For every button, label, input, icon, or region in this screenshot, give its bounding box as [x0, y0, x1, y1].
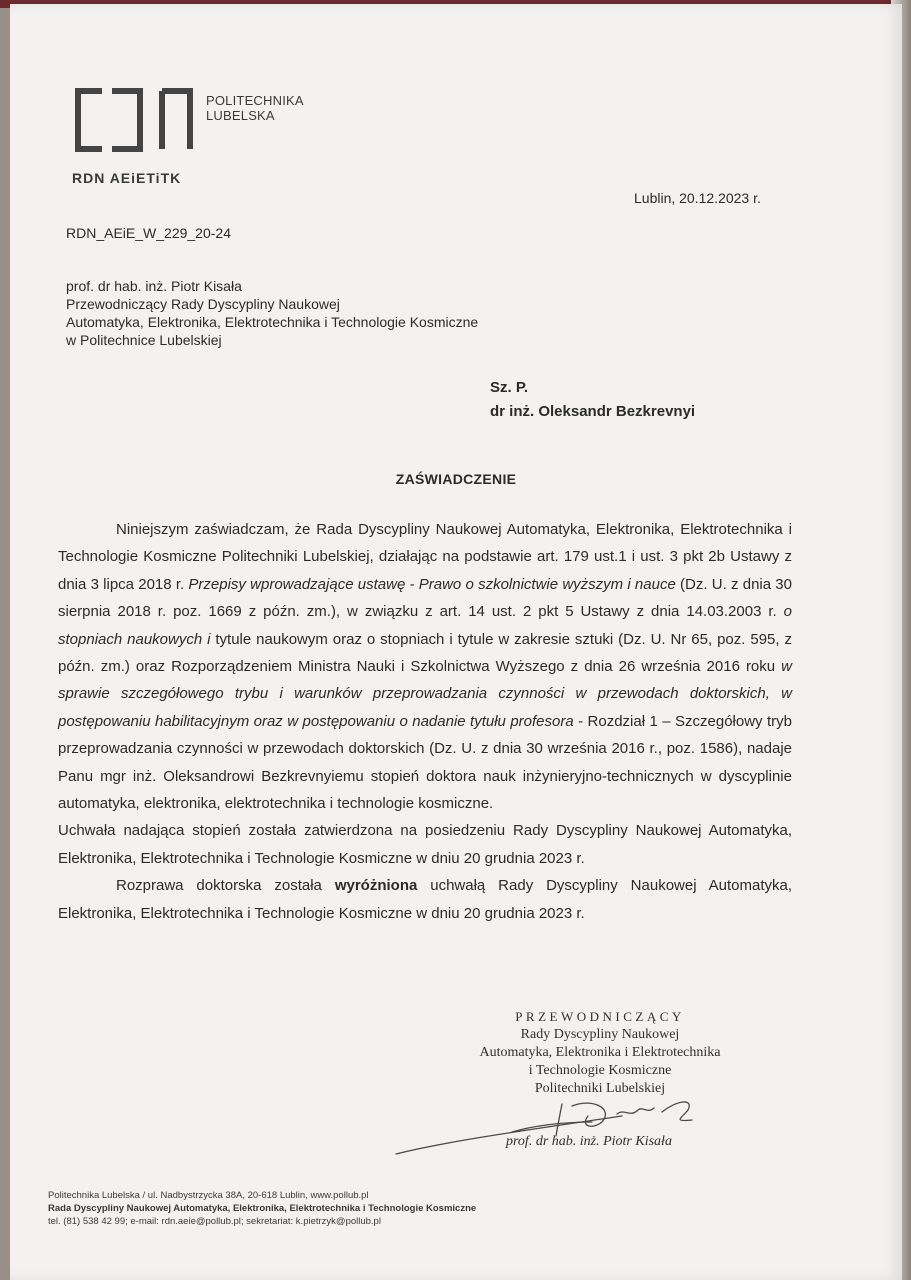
- footer-address: Politechnika Lubelska / ul. Nadbystrzycka 38A, 20-618 Lublin, www.pollub.pl: [48, 1190, 369, 1201]
- university-name-line2: LUBELSKA: [206, 108, 275, 123]
- handwritten-signature: [392, 1092, 702, 1162]
- document-title: ZAŚWIADCZENIE: [395, 471, 517, 487]
- university-logo-icon: [72, 87, 200, 167]
- distinction-word: wyróżniona: [334, 877, 418, 895]
- text-span: (Dz. U. z dnia 30 sierpnia 2018 r. poz. 1669 z późn. zm.), w związku z art. 14 ust. 2 pkt 5 Ustawy z dnia 14.03.2003 r.: [58, 575, 792, 621]
- italic-act-title: Przepisy wprowadzające ustawę - Prawo o szkolnictwie wyższym i nauce: [188, 575, 676, 593]
- stamp-title: PRZEWODNICZĄCY: [515, 1009, 685, 1024]
- text-span: Niniejszym zaświadczam, że Rada Dyscypliny Naukowej Automatyka, Elektronika, Elektrotechnika i Technologie Kosmiczne Politechniki Lubelskiej, działając na podstawie art. 179 ust.1 i ust. 3 pkt 2b Ustawy z dnia 3 lipca 2018 r.: [58, 521, 792, 593]
- footer-contact: tel. (81) 538 42 99; e-mail: rdn.aeie@pollub.pl; sekretariat: k.pietrzyk@pollub.pl: [48, 1216, 381, 1227]
- stamp-line: i Technologie Kosmiczne: [528, 1063, 672, 1078]
- text-span: - Rozdział 1 – Szczegółowy tryb przeprowadzania czynności w przewodach doktorskich (Dz. U. z dnia 30 września 2016 r., poz. 1586), nadaje Panu mgr inż. Oleksandrowi Bezkrevnyiemu stopień doktora nauk inżynieryjno-technicznych w dyscyplinie automatyka, elektronika, elektrotechnika i technologie kosmiczne.: [58, 712, 792, 813]
- body-paragraph-1: [58, 516, 792, 817]
- sender-role: Przewodniczący Rady Dyscypliny Naukowej: [66, 296, 340, 312]
- recipient-block: [490, 376, 695, 424]
- council-abbreviation: RDN AEiETiTK: [72, 170, 182, 186]
- sender-name: prof. dr hab. inż. Piotr Kisała: [66, 278, 242, 294]
- reference-number: RDN_AEiE_W_229_20-24: [66, 225, 231, 241]
- text-span: tytule naukowym oraz o stopniach i tytule w zakresie sztuki (Dz. U. Nr 65, poz. 595, z późn. zm.) oraz Rozporządzeniem Ministra Nauki i Szkolnictwa Wyższego z dnia 26 września 2016 roku: [58, 630, 792, 676]
- university-name-line1: POLITECHNIKA: [206, 93, 304, 108]
- stamp-line: Rady Dyscypliny Naukowej: [520, 1027, 680, 1042]
- sender-council: Automatyka, Elektronika, Elektrotechnika i Technologie Kosmiczne: [66, 314, 479, 330]
- letter-date: Lublin, 20.12.2023 r.: [634, 190, 761, 206]
- body-paragraph-3: [58, 872, 792, 927]
- stamp-line: Politechniki Lubelskiej: [534, 1081, 666, 1096]
- sender-block: [66, 277, 478, 349]
- text-span: uchwałą Rady Dyscypliny Naukowej Automatyka, Elektronika, Elektrotechnika i Technologie Kosmiczne w dniu 20 grudnia 2023 r.: [58, 877, 793, 922]
- italic-regulation-title: w sprawie szczegółowego trybu i warunków przeprowadzania czynności w przewodach doktorskich, w postępowaniu habilitacyjnym oraz w postępowaniu o nadanie tytułu profesora: [58, 658, 792, 730]
- letter-page: [10, 4, 902, 1280]
- chairman-stamp: [450, 1008, 750, 1098]
- sender-institution: w Politechnice Lubelskiej: [66, 332, 222, 348]
- recipient-name: dr inż. Oleksandr Bezkrevnyi: [490, 403, 696, 420]
- italic-act-title: o stopniach naukowych i: [58, 603, 792, 648]
- body-paragraph-2: Uchwała nadająca stopień została zatwierdzona na posiedzeniu Rady Dyscypliny Naukowej Automatyka, Elektronika, Elektrotechnika i Technologie Kosmiczne w dniu 20 grudnia 2023 r.: [58, 822, 792, 867]
- footer: [48, 1189, 476, 1228]
- signer-name: prof. dr hab. inż. Piotr Kisała: [506, 1134, 672, 1149]
- letter-body: [58, 516, 792, 927]
- footer-council: Rada Dyscypliny Naukowej Automatyka, Elektronika, Elektrotechnika i Technologie Kosmiczne: [48, 1203, 477, 1214]
- text-span: Rozprawa doktorska została: [116, 877, 335, 895]
- university-name: [206, 93, 304, 123]
- recipient-salutation: Sz. P.: [490, 379, 529, 396]
- stamp-line: Automatyka, Elektronika i Elektrotechnika: [479, 1045, 721, 1060]
